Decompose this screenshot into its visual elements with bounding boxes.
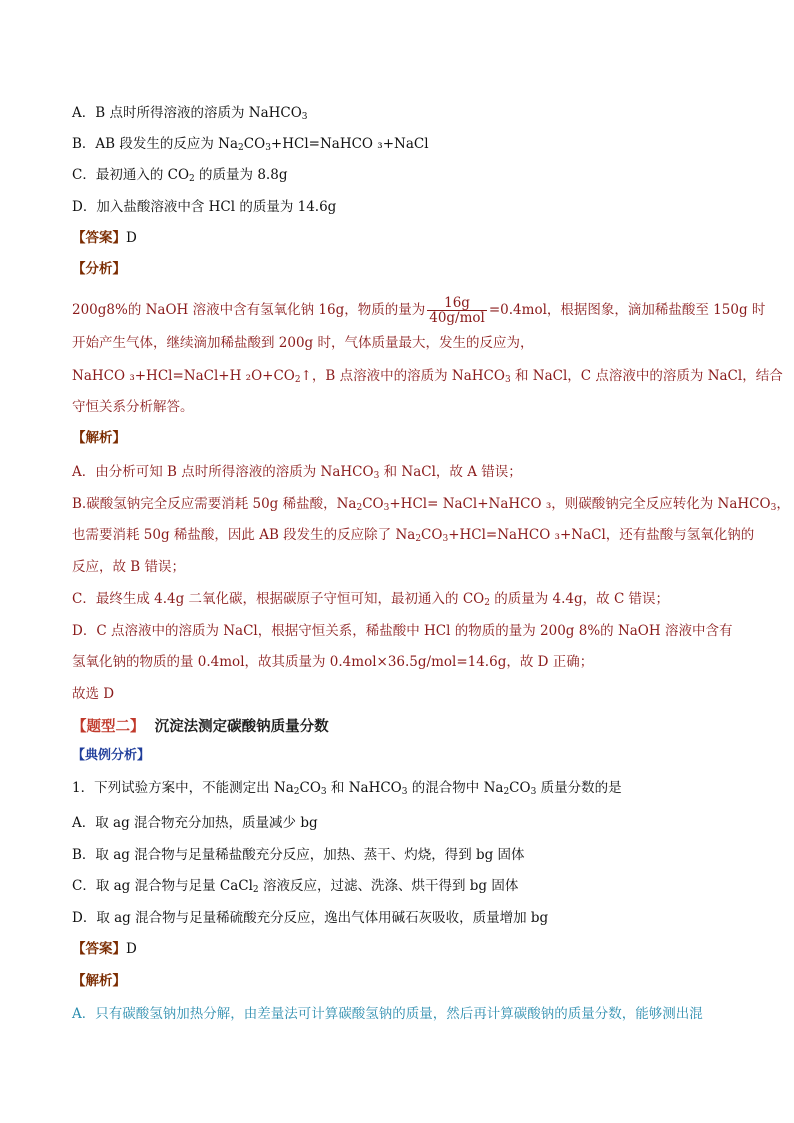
text: 质量分数的是 [536,780,622,796]
subscript: 3 [770,503,777,513]
subscript: 2 [484,598,490,608]
q2-answer [72,939,732,959]
text: 1．下列试验方案中，不能测定出 Na [72,780,294,796]
q2-option-c [72,876,732,896]
q1-option-c [72,165,732,185]
text: 和 NaCl，故 A 错误； [379,464,522,480]
text: C．最终生成 4.4g 二氧化碳，根据碳原子守恒可知，最初通入的 CO [72,591,485,607]
subscript: 2 [189,174,195,184]
analysis-line-1 [72,295,766,326]
q2-solution-tag [72,971,732,991]
text: 的质量为 4.4g，故 C 错误； [489,591,670,607]
fraction-numerator: 16g [427,296,487,311]
text: B．AB 段发生的反应为 Na [72,136,239,152]
text: A．由分析可知 B 点时所得溶液的溶质为 NaHCO [72,464,374,480]
example-analysis-tag [72,745,732,766]
solution-tag: 【解析】 [72,430,126,446]
q1-analysis-tag [72,259,732,279]
subscript: 3 [504,375,511,385]
subscript: 3 [401,787,408,797]
answer-value: D [126,230,137,246]
text: 溶液反应，过滤、洗涤、烘干得到 bg 固体 [258,878,519,894]
answer-tag: 【答案】 [72,941,126,957]
text: 也需要消耗 50g 稀盐酸，因此 AB 段发生的反应除了 Na [72,527,416,543]
subscript: 3 [530,787,537,797]
q2-option-d: D．取 ag 混合物与足量稀硫酸充分反应，逸出气体用碱石灰吸收，质量增加 bg [72,910,549,926]
q1-option-a [72,103,732,123]
text: 和 NaHCO [326,780,402,796]
subscript: 2 [293,787,300,797]
text: CO [243,136,266,152]
subscript: 3 [442,534,449,544]
solution-c [72,589,732,609]
subscript: 3 [265,143,271,153]
subscript: 2 [503,787,510,797]
analysis-line-2: 开始产生气体，继续滴加稀盐酸到 200g 时，气体质量最大，发生的反应为， [72,335,534,351]
analysis-line-3 [72,366,783,386]
q1-option-b [72,134,732,154]
q2-option-b: B．取 ag 混合物与足量稀盐酸充分反应，加热、蒸干、灼烧，得到 bg 固体 [72,847,525,863]
text: ↑，B 点溶液中的溶质为 NaHCO [300,368,505,384]
text: C．取 ag 混合物与足量 CaCl [72,878,253,894]
text: =0.4mol，根据图象，滴加稀盐酸至 150g 时 [488,302,766,318]
solution-tag: 【解析】 [72,973,126,989]
text: 和 NaCl，C 点溶液中的溶质为 NaCl，结合 [510,368,783,384]
solution-a [72,462,732,482]
q1-solution-tag [72,428,732,448]
solution-d-line-1: D．C 点溶液中的溶质为 NaCl，根据守恒关系，稀盐酸中 HCl 的物质的量为 200g 8%的 NaOH 溶液中含有 [72,623,733,639]
text: CO [362,496,384,512]
subscript: 3 [301,112,308,122]
solution-b-line-3: 反应，故 B 错误； [72,559,186,575]
text: A．B 点时所得溶液的溶质为 NaHCO [72,105,302,121]
fraction [427,296,487,325]
analysis-line-4: 守恒关系分析解答。 [72,399,194,415]
subscript: 3 [383,503,390,513]
text: CO [299,780,321,796]
text: CO [421,527,443,543]
solution-conclusion: 故选 D [72,686,115,702]
text: +HCl=NaHCO ₃+NaCl，还有盐酸与氢氧化钠的 [448,527,755,543]
q2-solution-a: A．只有碳酸氢钠加热分解，由差量法可计算碳酸氢钠的质量，然后再计算碳酸钠的质量分数，能够测出混 [72,1006,703,1022]
q1-answer [72,228,732,248]
text: NaHCO ₃+HCl=NaCl+H ₂O+CO [72,368,295,384]
subscript: 2 [238,143,244,153]
solution-d-line-2: 氢氧化钠的物质的量 0.4mol，故其质量为 0.4mol×36.5g/mol=14.6g，故 D 正确； [72,654,594,670]
text: 的质量为 8.8g [194,167,288,183]
section-title: 沉淀法测定碳酸钠质量分数 [154,719,329,735]
text: 的混合物中 Na [407,780,504,796]
subscript: 2 [415,534,422,544]
answer-value: D [126,941,137,957]
q2-option-a: A．取 ag 混合物充分加热，质量减少 bg [72,815,318,831]
subscript: 2 [252,885,259,895]
section-number: 【题型二】 [72,719,145,735]
subscript: 2 [356,503,363,513]
analysis-tag: 【分析】 [72,261,126,277]
text: C．最初通入的 CO [72,167,190,183]
text: +HCl= NaCl+NaHCO ₃，则碳酸钠完全反应转化为 NaHCO [389,496,771,512]
q1-option-d: D．加入盐酸溶液中含 HCl 的质量为 14.6g [72,199,337,215]
fraction-denominator: 40g/mol [429,310,485,326]
solution-b-line-2 [72,525,755,545]
solution-b-line-1 [72,494,790,514]
section-heading [72,717,732,737]
text: B.碳酸氢钠完全反应需要消耗 50g 稀盐酸，Na [72,496,357,512]
q2-stem [72,778,732,798]
example-tag: 【典例分析】 [72,748,151,763]
text: +HCl=NaHCO ₃+NaCl [270,136,429,152]
subscript: 3 [320,787,327,797]
subscript: 2 [294,375,301,385]
text: 200g8%的 NaOH 溶液中含有氢氧化钠 16g，物质的量为 [72,302,426,318]
subscript: 3 [373,471,380,481]
answer-tag: 【答案】 [72,230,126,246]
text: ， [776,496,790,512]
text: CO [509,780,531,796]
